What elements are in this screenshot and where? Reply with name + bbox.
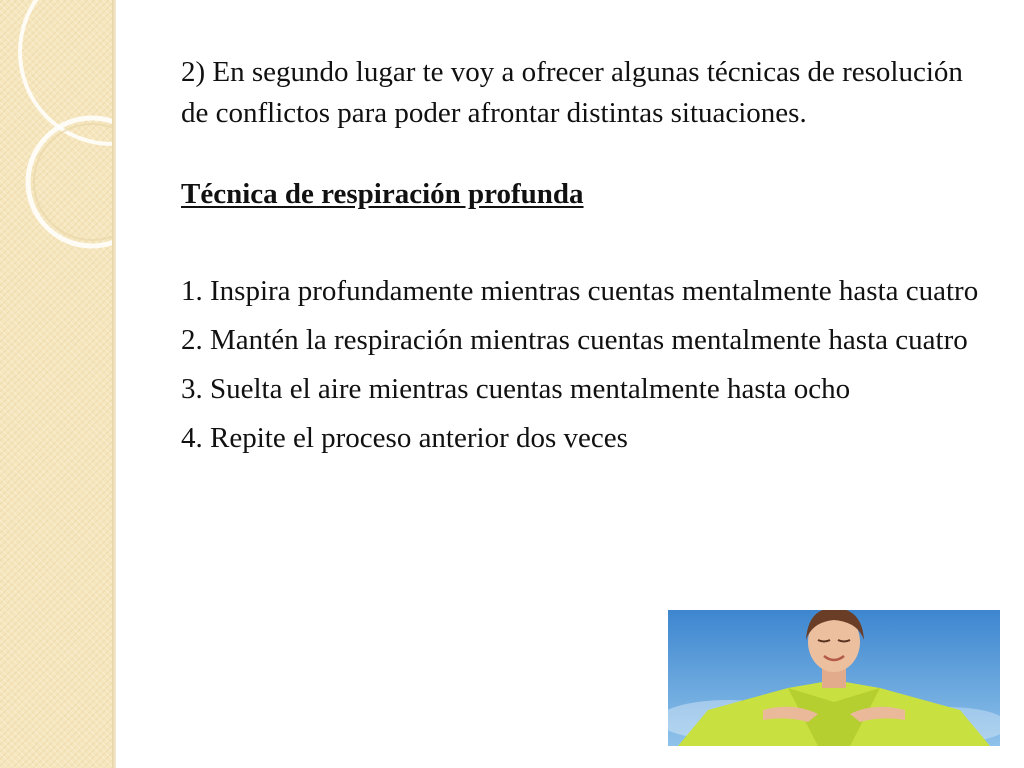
- technique-heading: Técnica de respiración profunda: [181, 178, 584, 210]
- slide-content: [181, 52, 981, 467]
- intro-paragraph: 2) En segundo lugar te voy a ofrecer algunas técnicas de resolución de conflictos para poder afrontar distintas situaciones.: [181, 56, 963, 129]
- step-item: 1. Inspira profundamente mientras cuentas mentalmente hasta cuatro: [181, 275, 979, 307]
- step-item: 3. Suelta el aire mientras cuentas mentalmente hasta ocho: [181, 373, 851, 405]
- side-panel-edge: [112, 0, 116, 768]
- woman-breathing-photo: [668, 610, 1000, 746]
- decorative-side-panel: [0, 0, 112, 768]
- step-item: 2. Mantén la respiración mientras cuentas mentalmente hasta cuatro: [181, 324, 968, 356]
- steps-list: [181, 271, 981, 459]
- decorative-rings-icon: [0, 0, 112, 768]
- step-item: 4. Repite el proceso anterior dos veces: [181, 422, 628, 454]
